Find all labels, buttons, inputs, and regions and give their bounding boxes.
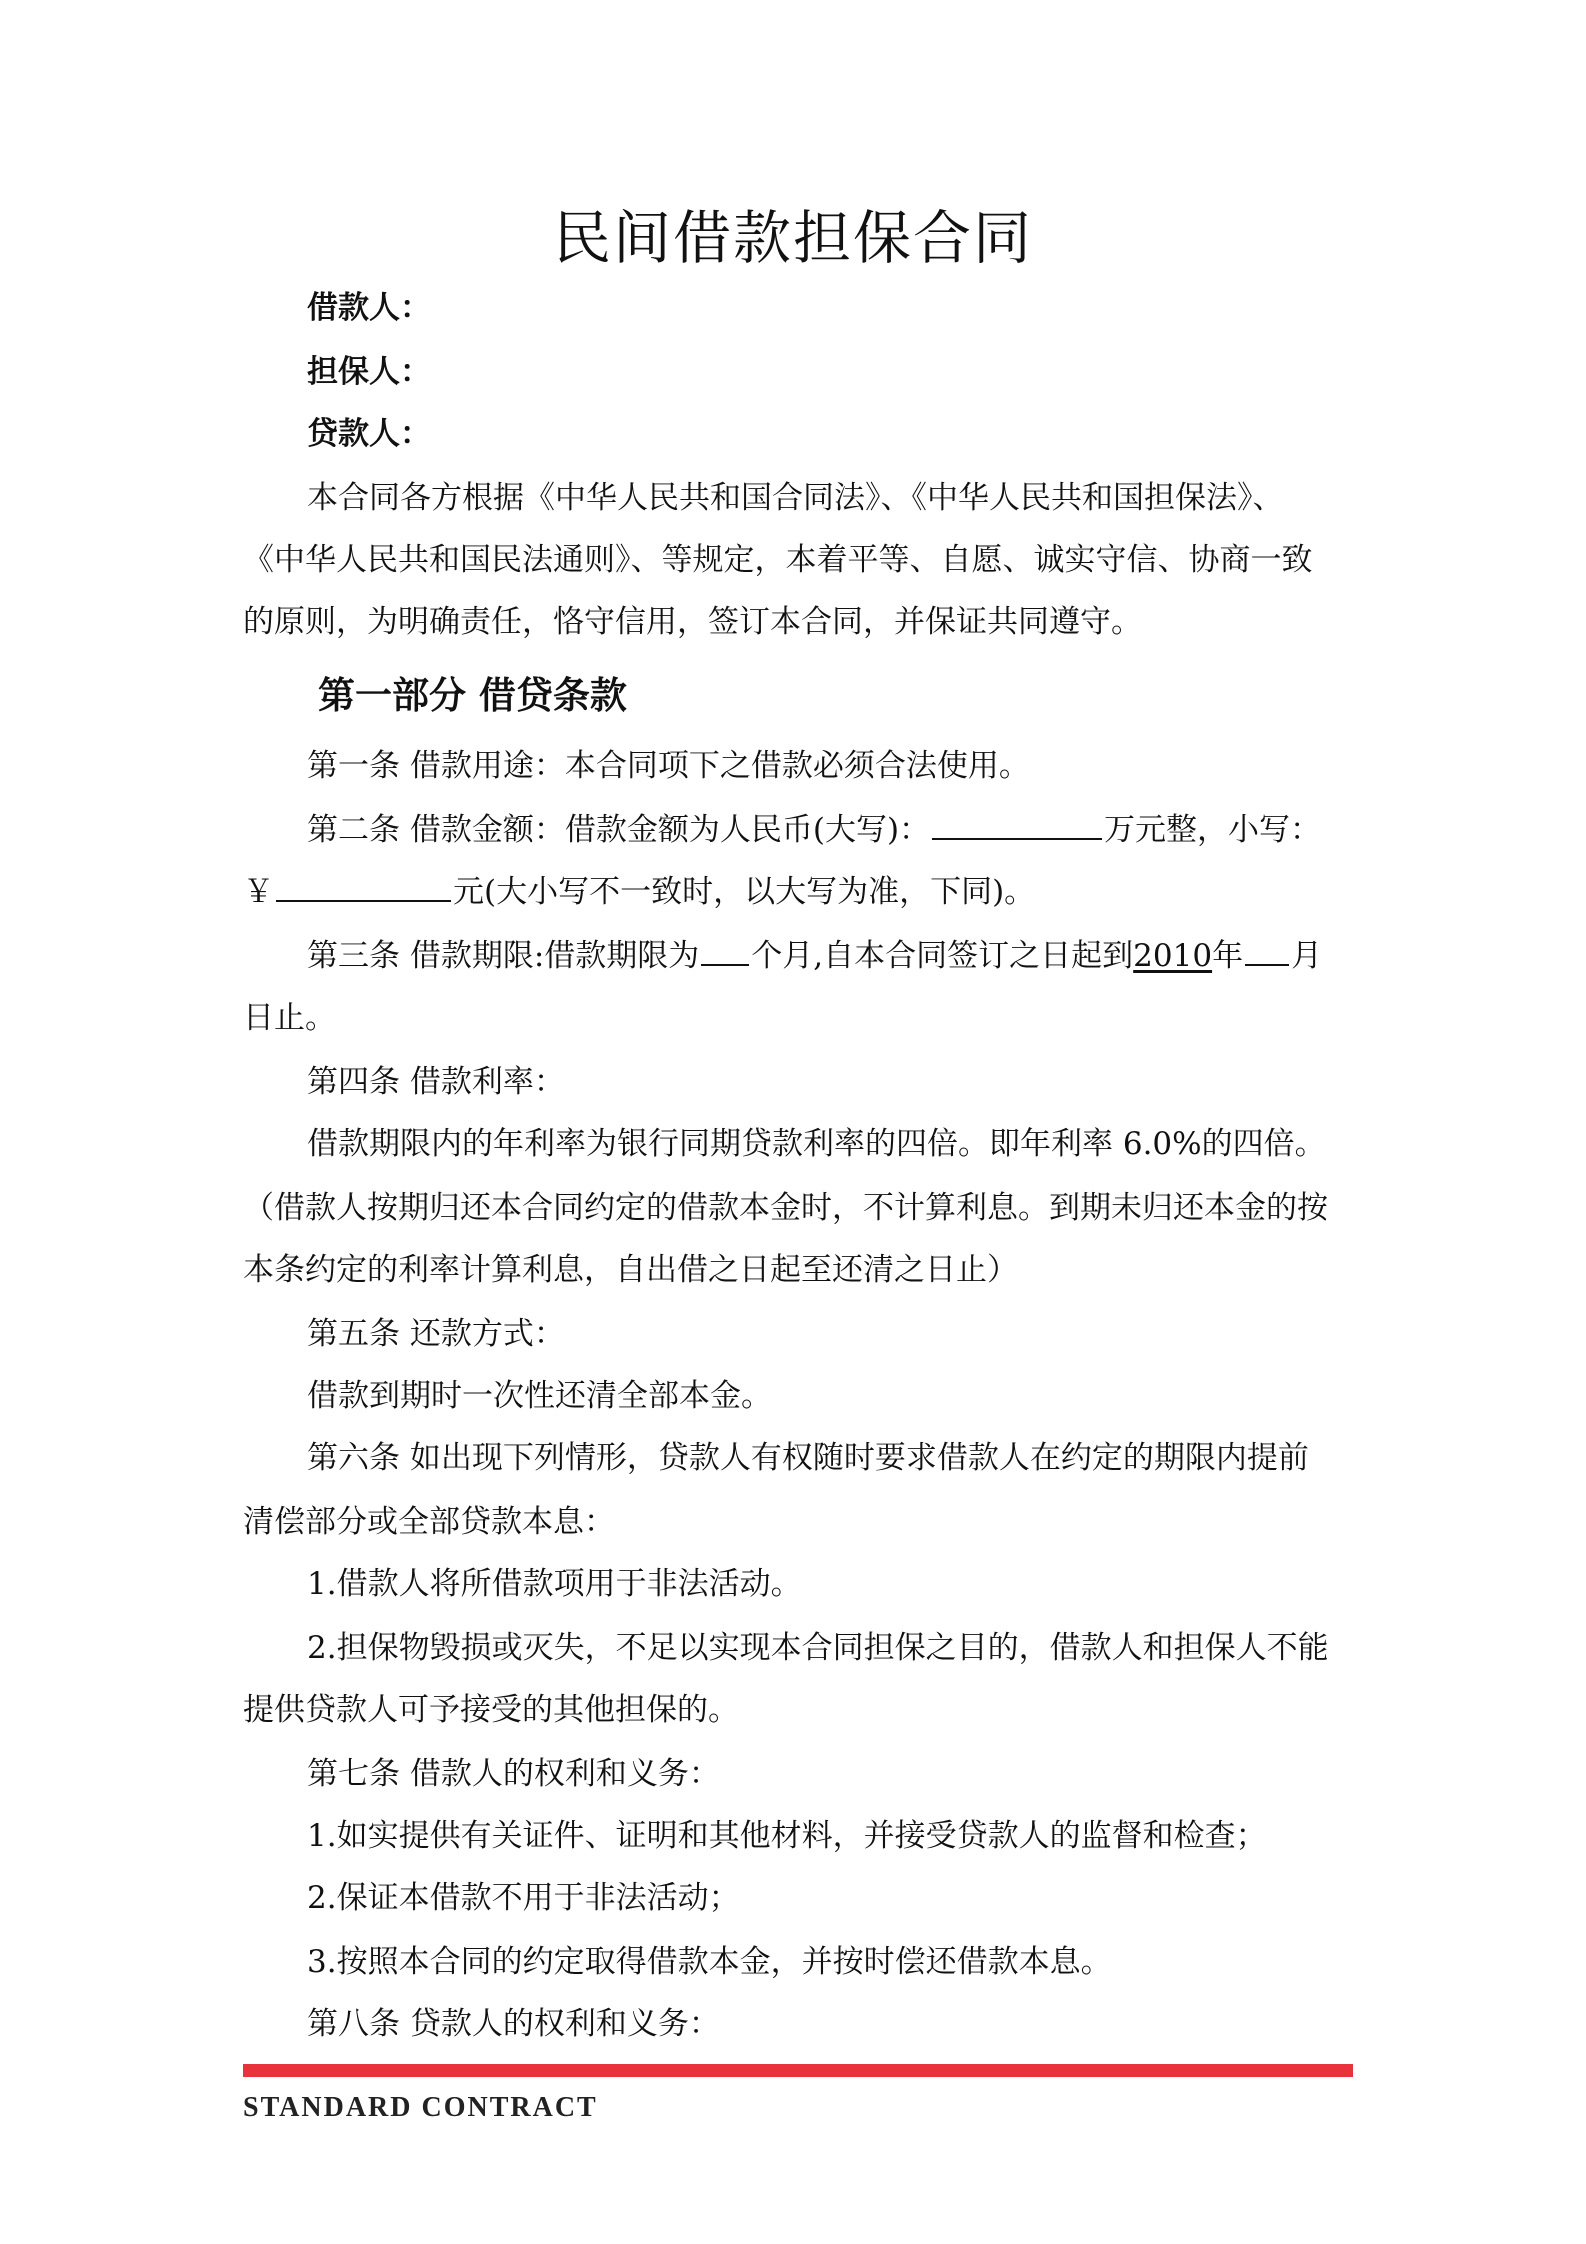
end-year: 2010: [1133, 938, 1213, 974]
article-1: 第一条 借款用途：本合同项下之借款必须合法使用。: [307, 748, 1030, 784]
article-2-line-2: [243, 870, 1035, 914]
article-4-line-3: 本条约定的利率计算利息，自出借之日起至还清之日止）: [243, 1252, 1018, 1288]
article-3-line-2: 日止。: [243, 1000, 336, 1036]
article-3-text-a: 第三条 借款期限:借款期限为: [307, 938, 700, 974]
article-6-item-1: 1.借款人将所借款项用于非法活动。: [307, 1566, 802, 1602]
party-lender: 贷款人：: [307, 416, 431, 452]
preamble-line-2: 《中华人民共和国民法通则》、等规定，本着平等、自愿、诚实守信、协商一致: [243, 542, 1313, 578]
currency-symbol: ￥: [243, 874, 274, 910]
article-5-line-1: 借款到期时一次性还清全部本金。: [307, 1378, 772, 1414]
article-4-line-1: 借款期限内的年利率为银行同期贷款利率的四倍。即年利率 6.0%的四倍。: [307, 1126, 1326, 1162]
article-3-line-1: [307, 934, 1322, 978]
article-7-item-3: 3.按照本合同的约定取得借款本金，并按时偿还借款本息。: [307, 1944, 1112, 1980]
loan-months-blank: [701, 934, 749, 966]
article-2-text-b: 万元整，小写：: [1104, 812, 1322, 848]
amount-uppercase-blank: [932, 808, 1102, 840]
article-7-title: 第七条 借款人的权利和义务：: [307, 1756, 720, 1792]
article-6-item-2-line-2: 提供贷款人可予接受的其他担保的。: [243, 1692, 739, 1728]
article-5-title: 第五条 还款方式：: [307, 1316, 565, 1352]
amount-lowercase-blank: [276, 870, 451, 902]
article-3-text-b: 个月,自本合同签订之日起到: [751, 938, 1134, 974]
party-borrower: 借款人：: [307, 290, 431, 326]
section-heading: 第一部分 借贷条款: [318, 673, 627, 717]
preamble-line-1: 本合同各方根据《中华人民共和国合同法》、《中华人民共和国担保法》、: [307, 480, 1284, 516]
article-2-line-1: [307, 808, 1321, 852]
end-month-blank: [1245, 934, 1289, 966]
party-guarantor: 担保人：: [307, 354, 431, 390]
article-6-item-2-line-1: 2.担保物毁损或灭失，不足以实现本合同担保之目的，借款人和担保人不能: [307, 1630, 1329, 1666]
article-8-title: 第八条 贷款人的权利和义务：: [307, 2006, 720, 2042]
preamble-line-3: 的原则，为明确责任，恪守信用，签订本合同，并保证共同遵守。: [243, 604, 1142, 640]
footer-label: STANDARD CONTRACT: [243, 2092, 598, 2123]
footer-accent-bar: [243, 2064, 1353, 2077]
article-2-text-a: 第二条 借款金额：借款金额为人民币(大写)：: [307, 812, 931, 848]
article-7-item-1: 1.如实提供有关证件、证明和其他材料，并接受贷款人的监督和检查；: [307, 1818, 1267, 1854]
article-7-item-2: 2.保证本借款不用于非法活动；: [307, 1880, 740, 1916]
document-title: 民间借款担保合同: [552, 204, 1033, 272]
article-6-line-1: 第六条 如出现下列情形，贷款人有权随时要求借款人在约定的期限内提前: [307, 1440, 1309, 1476]
article-3-text-d: 月: [1291, 938, 1323, 974]
article-6-line-2: 清偿部分或全部贷款本息：: [243, 1504, 615, 1540]
article-4-title: 第四条 借款利率：: [307, 1064, 565, 1100]
article-2-text-d: 元(大小写不一致时，以大写为准，下同)。: [453, 874, 1036, 910]
article-4-line-2: （借款人按期归还本合同约定的借款本金时，不计算利息。到期未归还本金的按: [243, 1190, 1328, 1226]
article-3-text-c: 年: [1212, 938, 1244, 974]
